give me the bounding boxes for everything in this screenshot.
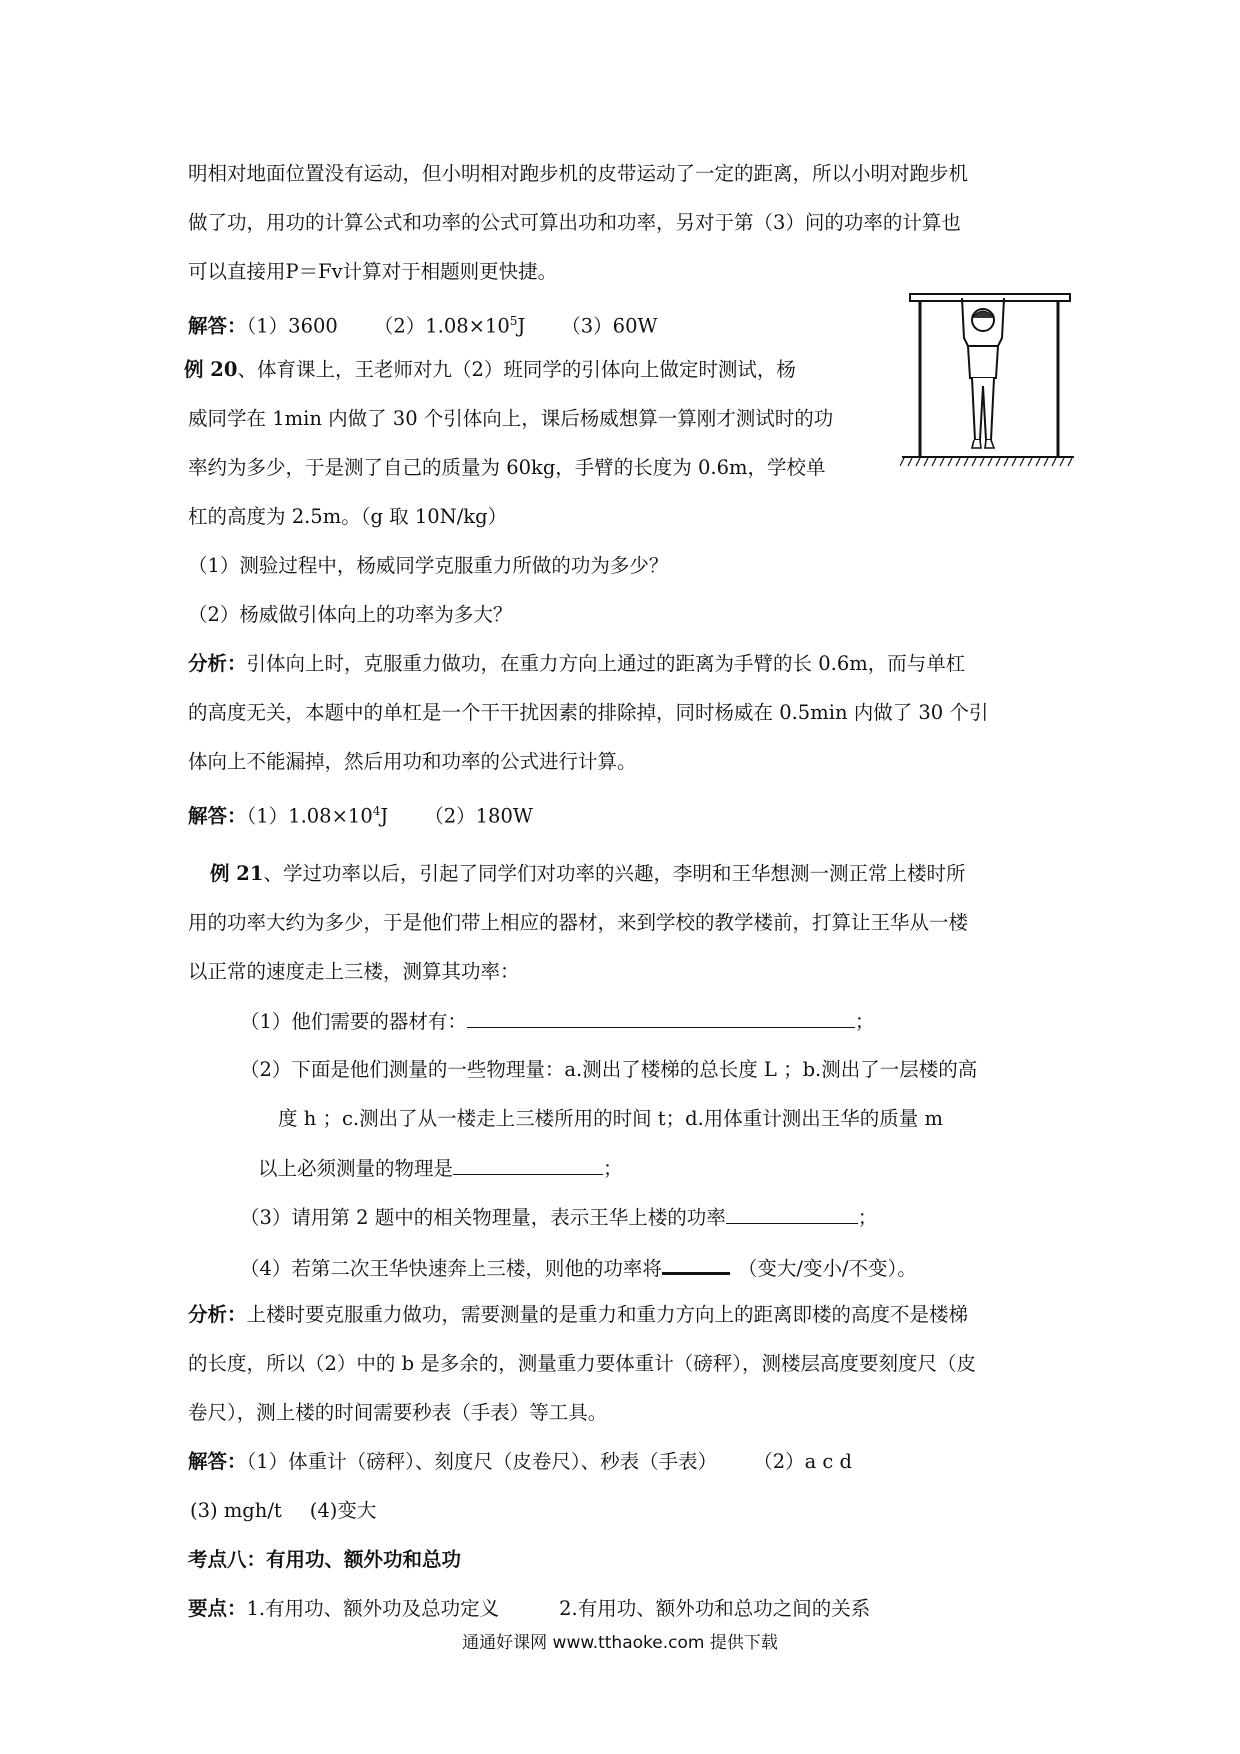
pull-up-figure [900,290,1076,472]
example-20-answer: 解答：$(1)1.08\times 10^4J$ （2）180W [188,804,533,828]
example-21-question-2-line-3: 以上必须测量的物理是 ； [258,1154,1058,1183]
example-21-question-1: （1）他们需要的器材有： ； [240,1007,1060,1036]
example-20-line-4: 杠的高度为 2.5m。（g 取 10N/kg） [188,505,508,528]
intro-line-1: 明相对地面位置没有运动，但小明相对跑步机的皮带运动了一定的距离，所以小明对跑步机 [188,162,969,185]
answer-19-unit: J [517,314,526,338]
key-points-label: 要点： [188,1597,247,1620]
example-21-label: 例 21 [210,862,264,885]
example-21-analysis-1: 分析：上楼时要克服重力做功，需要测量的是重力和重力方向上的距离即楼的高度不是楼梯 [188,1303,969,1326]
example-21-line-3: 以正常的速度走上三楼，测算其功率： [188,960,520,983]
example-21-analysis-3: 卷尺），测上楼的时间需要秒表（手表）等工具。 [188,1401,608,1424]
example-20-analysis-3: 体向上不能漏掉，然后用功和功率的公式进行计算。 [188,750,637,773]
analysis-label: 分析： [188,1303,247,1326]
example-21-question-2-line-1: （2）下面是他们测量的一些物理量：a.测出了楼梯的总长度 L ；b.测出了一层楼的高 [240,1058,978,1081]
answer-19-part2: （2）1.08×10 [373,314,510,338]
answer-blank-3 [726,1203,858,1224]
example-20-line-1: 例 20、体育课上，王老师对九（2）班同学的引体向上做定时测试，杨 [184,358,796,381]
example-21-answer-2: (3) mgh/t (4)变大 [190,1499,377,1522]
example-21-line-1: 例 21、学过功率以后，引起了同学们对功率的兴趣，李明和王华想测一测正常上楼时所 [210,862,966,885]
example-20-line-3: 率约为多少，于是测了自己的质量为 60kg，手臂的长度为 0.6m，学校单 [188,456,826,479]
answer-label: 解答： [188,314,247,338]
example-20-question-1: （1）测验过程中，杨威同学克服重力所做的功为多少？ [188,554,669,577]
topic-8-key-points: 要点：1.有用功、额外功及总功定义 2.有用功、额外功和总功之间的关系 [188,1597,871,1620]
example-20-line-2: 威同学在 1min 内做了 30 个引体向上，课后杨威想算一算刚才测试时的功 [188,407,834,430]
example-21-answer-1: 解答：（1）体重计（磅秤）、刻度尺（皮卷尺）、秒表（手表） （2）a c d [188,1450,853,1473]
answer-blank-2 [453,1154,603,1175]
answer-label: 解答： [188,1450,247,1473]
intro-line-2: 做了功，用功的计算公式和功率的公式可算出功和功率，另对于第（3）问的功率的计算也 [188,211,961,234]
topic-8-title: 考点八：有用功、额外功和总功 [188,1548,462,1571]
analysis-label: 分析： [188,652,247,675]
intro-line-3: 可以直接用P＝Fv计算对于相题则更快捷。 [188,260,558,283]
answer-19-part1: （1）3600 [246,314,338,338]
example-21-question-3: （3）请用第 2 题中的相关物理量，表示王华上楼的功率 ； [240,1203,1060,1232]
example-21-question-2-line-2: 度 h ；c.测出了从一楼走上三楼所用的时间 t；d.用体重计测出王华的质量 m [278,1107,943,1130]
example-21-line-2: 用的功率大约为多少，于是他们带上相应的器材，来到学校的教学楼前，打算让王华从一楼 [188,911,969,934]
example-20-label: 例 20 [184,358,238,381]
example-21-question-4: （4）若第二次王华快速奔上三楼，则他的功率将 （变大/变小/不变）。 [240,1252,1060,1283]
example-20-analysis-1: 分析：引体向上时，克服重力做功，在重力方向上通过的距离为手臂的长 0.6m，而与单杠 [188,652,966,675]
answer-blank-1 [467,1007,855,1028]
answer-blank-4 [662,1252,730,1275]
page-footer: 通通好课网 www.tthaoke.com 提供下载 [462,1633,778,1653]
answer-19-exponent: 5 [509,314,518,328]
example-20-question-2: （2）杨威做引体向上的功率为多大？ [188,603,513,626]
example-21-analysis-2: 的长度，所以（2）中的 b 是多余的，测量重力要体重计（磅秤），测楼层高度要刻度尺（皮 [188,1352,977,1375]
example-20-analysis-2: 的高度无关，本题中的单杠是一个干干扰因素的排除掉，同时杨威在 0.5min 内做了 30 个引 [188,701,989,724]
answer-19-part3: （3）60W [561,314,658,338]
answer-label: 解答： [188,804,247,828]
